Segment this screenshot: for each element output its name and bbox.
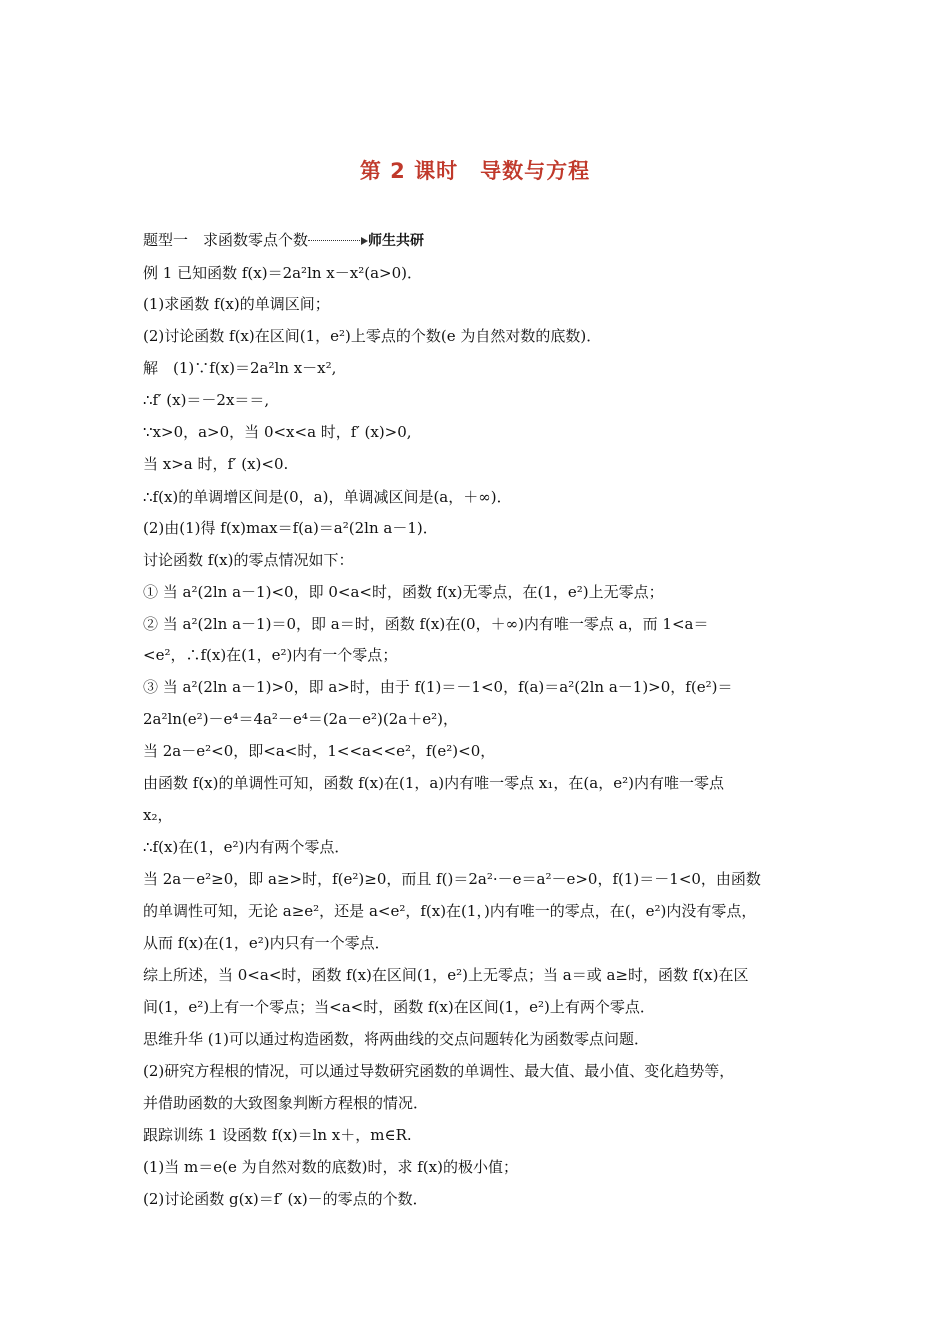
text-line: 跟踪训练 1 设函数 f(x)＝ln x＋，m∈R. bbox=[143, 1126, 412, 1144]
text-line: 当 x>a 时，f′ (x)<0. bbox=[143, 455, 289, 473]
text-line: 间(1，e²)上有一个零点；当<a<时，函数 f(x)在区间(1，e²)上有两个零点． bbox=[143, 998, 655, 1016]
text-line: (2)研究方程根的情况，可以通过导数研究函数的单调性、最大值、最小值、变化趋势等， bbox=[143, 1062, 735, 1080]
text-line: ① 当 a²(2ln a－1)<0，即 0<a<时，函数 f(x)无零点，在(1，e²)上无零点； bbox=[143, 583, 664, 601]
section-heading bbox=[143, 230, 424, 251]
text-line: ∴f(x)在(1，e²)内有两个零点． bbox=[143, 838, 350, 856]
section-label: 题型一 求函数零点个数 bbox=[143, 231, 309, 249]
lesson-title: 第 2 课时 导数与方程 bbox=[359, 159, 591, 183]
text-line: (1)求函数 f(x)的单调区间； bbox=[143, 295, 330, 313]
text-line: 当 2a－e²≥0，即 a≥>时，f(e²)≥0，而且 f()＝2a²·－e＝a²－e>0，f(1)＝－1<0，由函数 bbox=[143, 870, 761, 888]
text-line: 从而 f(x)在(1，e²)内只有一个零点． bbox=[143, 934, 390, 952]
text-line: 讨论函数 f(x)的零点情况如下： bbox=[143, 551, 354, 569]
text-line: (2)由(1)得 f(x)max＝f(a)＝a²(2ln a－1)． bbox=[143, 519, 438, 537]
text-line: 由函数 f(x)的单调性可知，函数 f(x)在(1，a)内有唯一零点 x₁，在(a，e²)内有唯一零点 bbox=[143, 774, 724, 792]
text-line: ∴f′ (x)＝－2x＝＝, bbox=[143, 391, 270, 409]
text-line: ② 当 a²(2ln a－1)＝0，即 a＝时，函数 f(x)在(0，＋∞)内有唯一零点 a，而 1<a＝ bbox=[143, 615, 709, 633]
text-line: <e²，∴f(x)在(1，e²)内有一个零点； bbox=[143, 646, 398, 664]
text-line: 并借助函数的大致图象判断方程根的情况． bbox=[143, 1094, 429, 1112]
text-line: ∴f(x)的单调增区间是(0，a)，单调减区间是(a，＋∞)． bbox=[143, 488, 512, 506]
text-line: 思维升华 (1)可以通过构造函数，将两曲线的交点问题转化为函数零点问题． bbox=[143, 1030, 650, 1048]
text-line: 2a²ln(e²)－e⁴＝4a²－e⁴＝(2a－e²)(2a＋e²)， bbox=[143, 710, 458, 728]
arrow-icon bbox=[308, 236, 368, 246]
text-line: (2)讨论函数 f(x)在区间(1，e²)上零点的个数(e 为自然对数的底数)． bbox=[143, 327, 602, 345]
text-line: 例 1 已知函数 f(x)＝2a²ln x－x²(a>0)． bbox=[143, 264, 422, 282]
text-line: 的单调性可知，无论 a≥e²，还是 a<e²，f(x)在(1，)内有唯一的零点，在(，e²)内没有零点， bbox=[143, 902, 757, 920]
section-tag: 师生共研 bbox=[368, 233, 425, 249]
text-line: 当 2a－e²<0，即<a<时，1<<a<<e²，f(e²)<0， bbox=[143, 742, 496, 760]
text-line: ∵x>0，a>0，当 0<x<a 时，f′ (x)>0, bbox=[143, 423, 412, 441]
text-line: ③ 当 a²(2ln a－1)>0，即 a>时，由于 f(1)＝－1<0，f(a)＝a²(2ln a－1)>0，f(e²)＝ bbox=[143, 678, 733, 696]
text-line: 综上所述，当 0<a<时，函数 f(x)在区间(1，e²)上无零点；当 a＝或 a≥时，函数 f(x)在区 bbox=[143, 966, 749, 984]
text-line: x₂， bbox=[143, 806, 173, 824]
text-line: (1)当 m＝e(e 为自然对数的底数)时，求 f(x)的极小值； bbox=[143, 1158, 518, 1176]
text-line: 解 (1)∵f(x)＝2a²ln x－x², bbox=[143, 359, 337, 377]
text-line: (2)讨论函数 g(x)＝f′ (x)－的零点的个数． bbox=[143, 1190, 428, 1208]
